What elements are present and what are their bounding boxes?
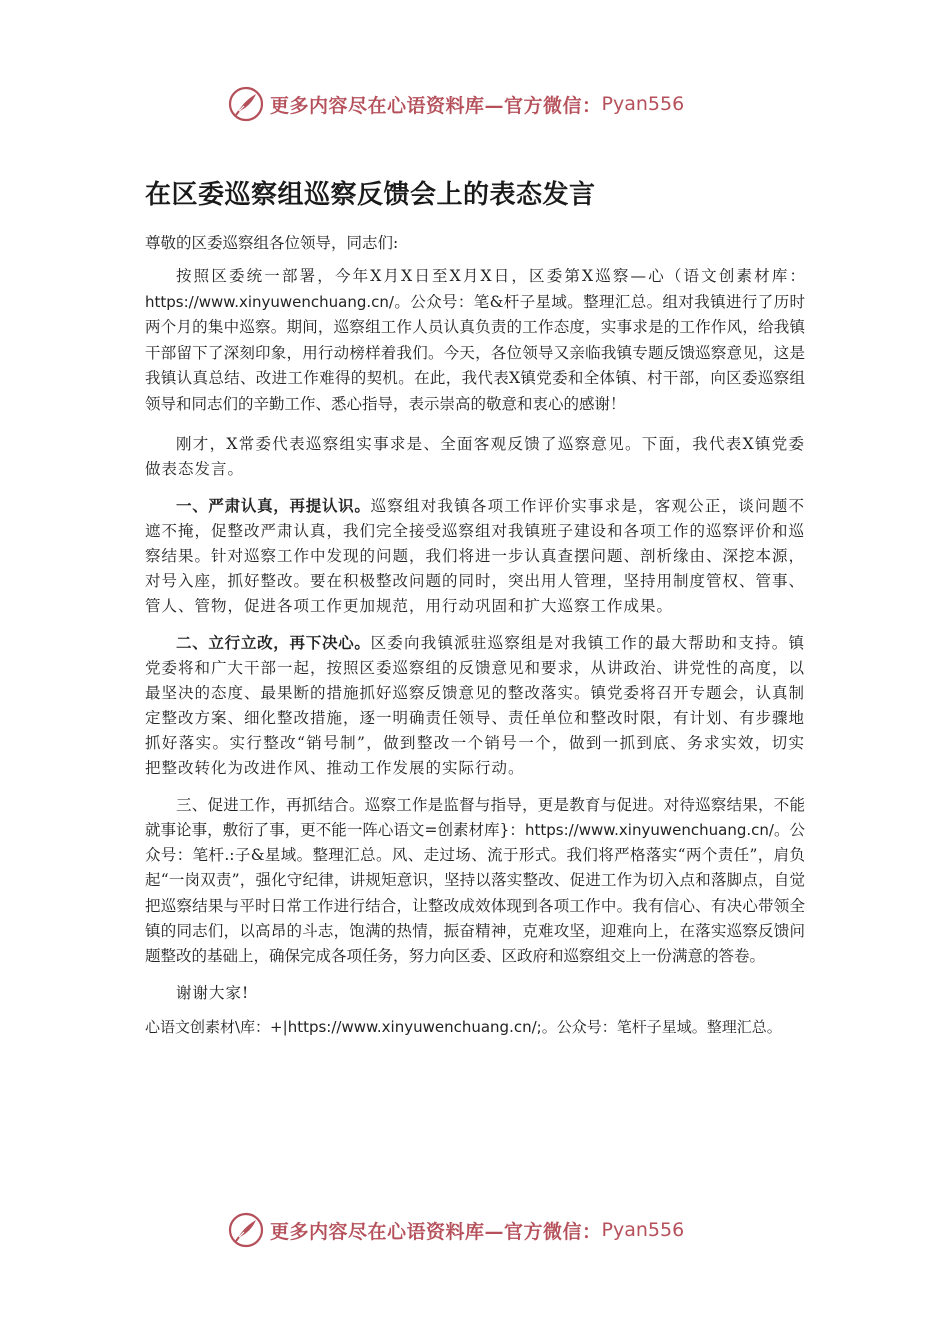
paragraph-intro-text: 按照区委统一部署，今年X月X日至X月X日，区委第X巡察—心（语文创素材库： — [176, 267, 805, 285]
banner-text: 更多内容尽在心语资料库—官方微信： — [270, 94, 602, 117]
footer-rest: 。公众号：笔杆子星域。整理汇总。 — [541, 1017, 782, 1036]
paragraph-feedback: 刚才，X常委代表巡察组实事求是、全面客观反馈了巡察意见。下面，我代表X镇党委做表态发言。 — [145, 434, 805, 478]
paragraph-point-three — [145, 793, 805, 970]
point-one-body: 巡察组对我镇各项工作评价实事求是，客观公正，谈问题不遮不掩，促整改严肃认真，我们完全接受巡察组对我镇班子建设和各项工作的巡察评价和巡察结果。针对巡察工作中发现的问题，我们将进一步认真查摆问题、剖析缘由、深挖本源，对号入座，抓好整改。要在积极整改问题的同时，突出用人管理，坚持用制度管权、管事、管人、管物，促进各项工作更加规范，用行动巩固和扩大巡察工作成果。 — [145, 496, 806, 615]
thanks-line: 谢谢大家! — [176, 983, 250, 1002]
footer-source-line — [145, 1014, 805, 1040]
point-two-body: 区委向我镇派驻巡察组是对我镇工作的最大帮助和支持。镇党委将和广大干部一起，按照区委巡察组的反馈意见和要求，从讲政治、讲党性的高度，以最坚决的态度、最果断的措施抓好巡察反馈意见的整改落实。镇党委将召开专题会，认真制定整改方案、细化整改措施，逐一明确责任领导、责任单位和整改时限，有计划、有步骤地抓好落实。实行整改“销号制”，做到整改一个销号一个，做到一抓到底、务求实效，切实把整改转化为改进作风、推动工作发展的实际行动。 — [145, 633, 806, 777]
document-title: 在区委巡察组巡察反馈会上的表态发言 — [145, 180, 596, 210]
footer-url: https://www.xinyuwenchuang.cn/; — [287, 1017, 542, 1036]
banner-wechat-id: Pyan556 — [601, 1219, 685, 1241]
paragraph-intro — [145, 264, 805, 418]
quill-pen-logo-icon — [228, 1212, 264, 1248]
banner-text: 更多内容尽在心语资料库—官方微信： — [270, 1220, 602, 1243]
banner-wechat-id: Pyan556 — [601, 93, 685, 115]
point-one-heading: 一、严肃认真，再提认识。 — [176, 496, 371, 515]
footer-prefix: 心语文创素材\库：+| — [145, 1017, 288, 1036]
point-three-rest: 。公众号：笔杆.:子&星域。整理汇总。风、走过场、流于形式。我们将严格落实“两个责任”，肩负起“一岗双责”，强化守纪律，讲规矩意识，坚持以落实整改、促进工作为切入点和落脚点，自觉把巡察结果与平时日常工作进行结合，让整改成效体现到各项工作中。我有信心、有决心带领全镇的同志们，以高昂的斗志，饱满的热情，振奋精神，克难攻坚，迎难向上，在落实巡察反馈问题整改的基础上，确保完成各项任务，努力向区委、区政府和巡察组交上一份满意的答卷。 — [145, 820, 805, 966]
header-banner — [228, 84, 684, 124]
quill-pen-logo-icon — [228, 86, 264, 122]
footer-banner — [228, 1210, 684, 1250]
document-body — [145, 230, 805, 1040]
point-three-url: https://www.xinyuwenchuang.cn/ — [524, 820, 774, 839]
paragraph-intro-url: https://www.xinyuwenchuang.cn/ — [145, 292, 394, 311]
paragraph-point-two — [145, 631, 805, 781]
point-three-text: 三、促进工作，再抓结合。巡察工作是监督与指导，更是教育与促进。对待巡察结果，不能就事论事，敷衍了事，更不能一阵心语文=创素材库}： — [145, 795, 805, 839]
greeting: 尊敬的区委巡察组各位领导，同志们: — [145, 234, 399, 252]
paragraph-point-one — [145, 494, 805, 619]
paragraph-intro-rest: 。公众号：笔&杆子星域。整理汇总。组对我镇进行了历时两个月的集中巡察。期间，巡察组工作人员认真负责的工作态度，实事求是的工作作风，给我镇干部留下了深刻印象，用行动榜样着我们。今天，各位领导又亲临我镇专题反馈巡察意见，这是我镇认真总结、改进工作难得的契机。在此，我代表X镇党委和全体镇、村干部，向区委巡察组领导和同志们的辛勤工作、悉心指导，表示崇高的敬意和衷心的感谢！ — [145, 292, 805, 413]
point-two-heading: 二、立行立改，再下决心。 — [176, 633, 371, 652]
